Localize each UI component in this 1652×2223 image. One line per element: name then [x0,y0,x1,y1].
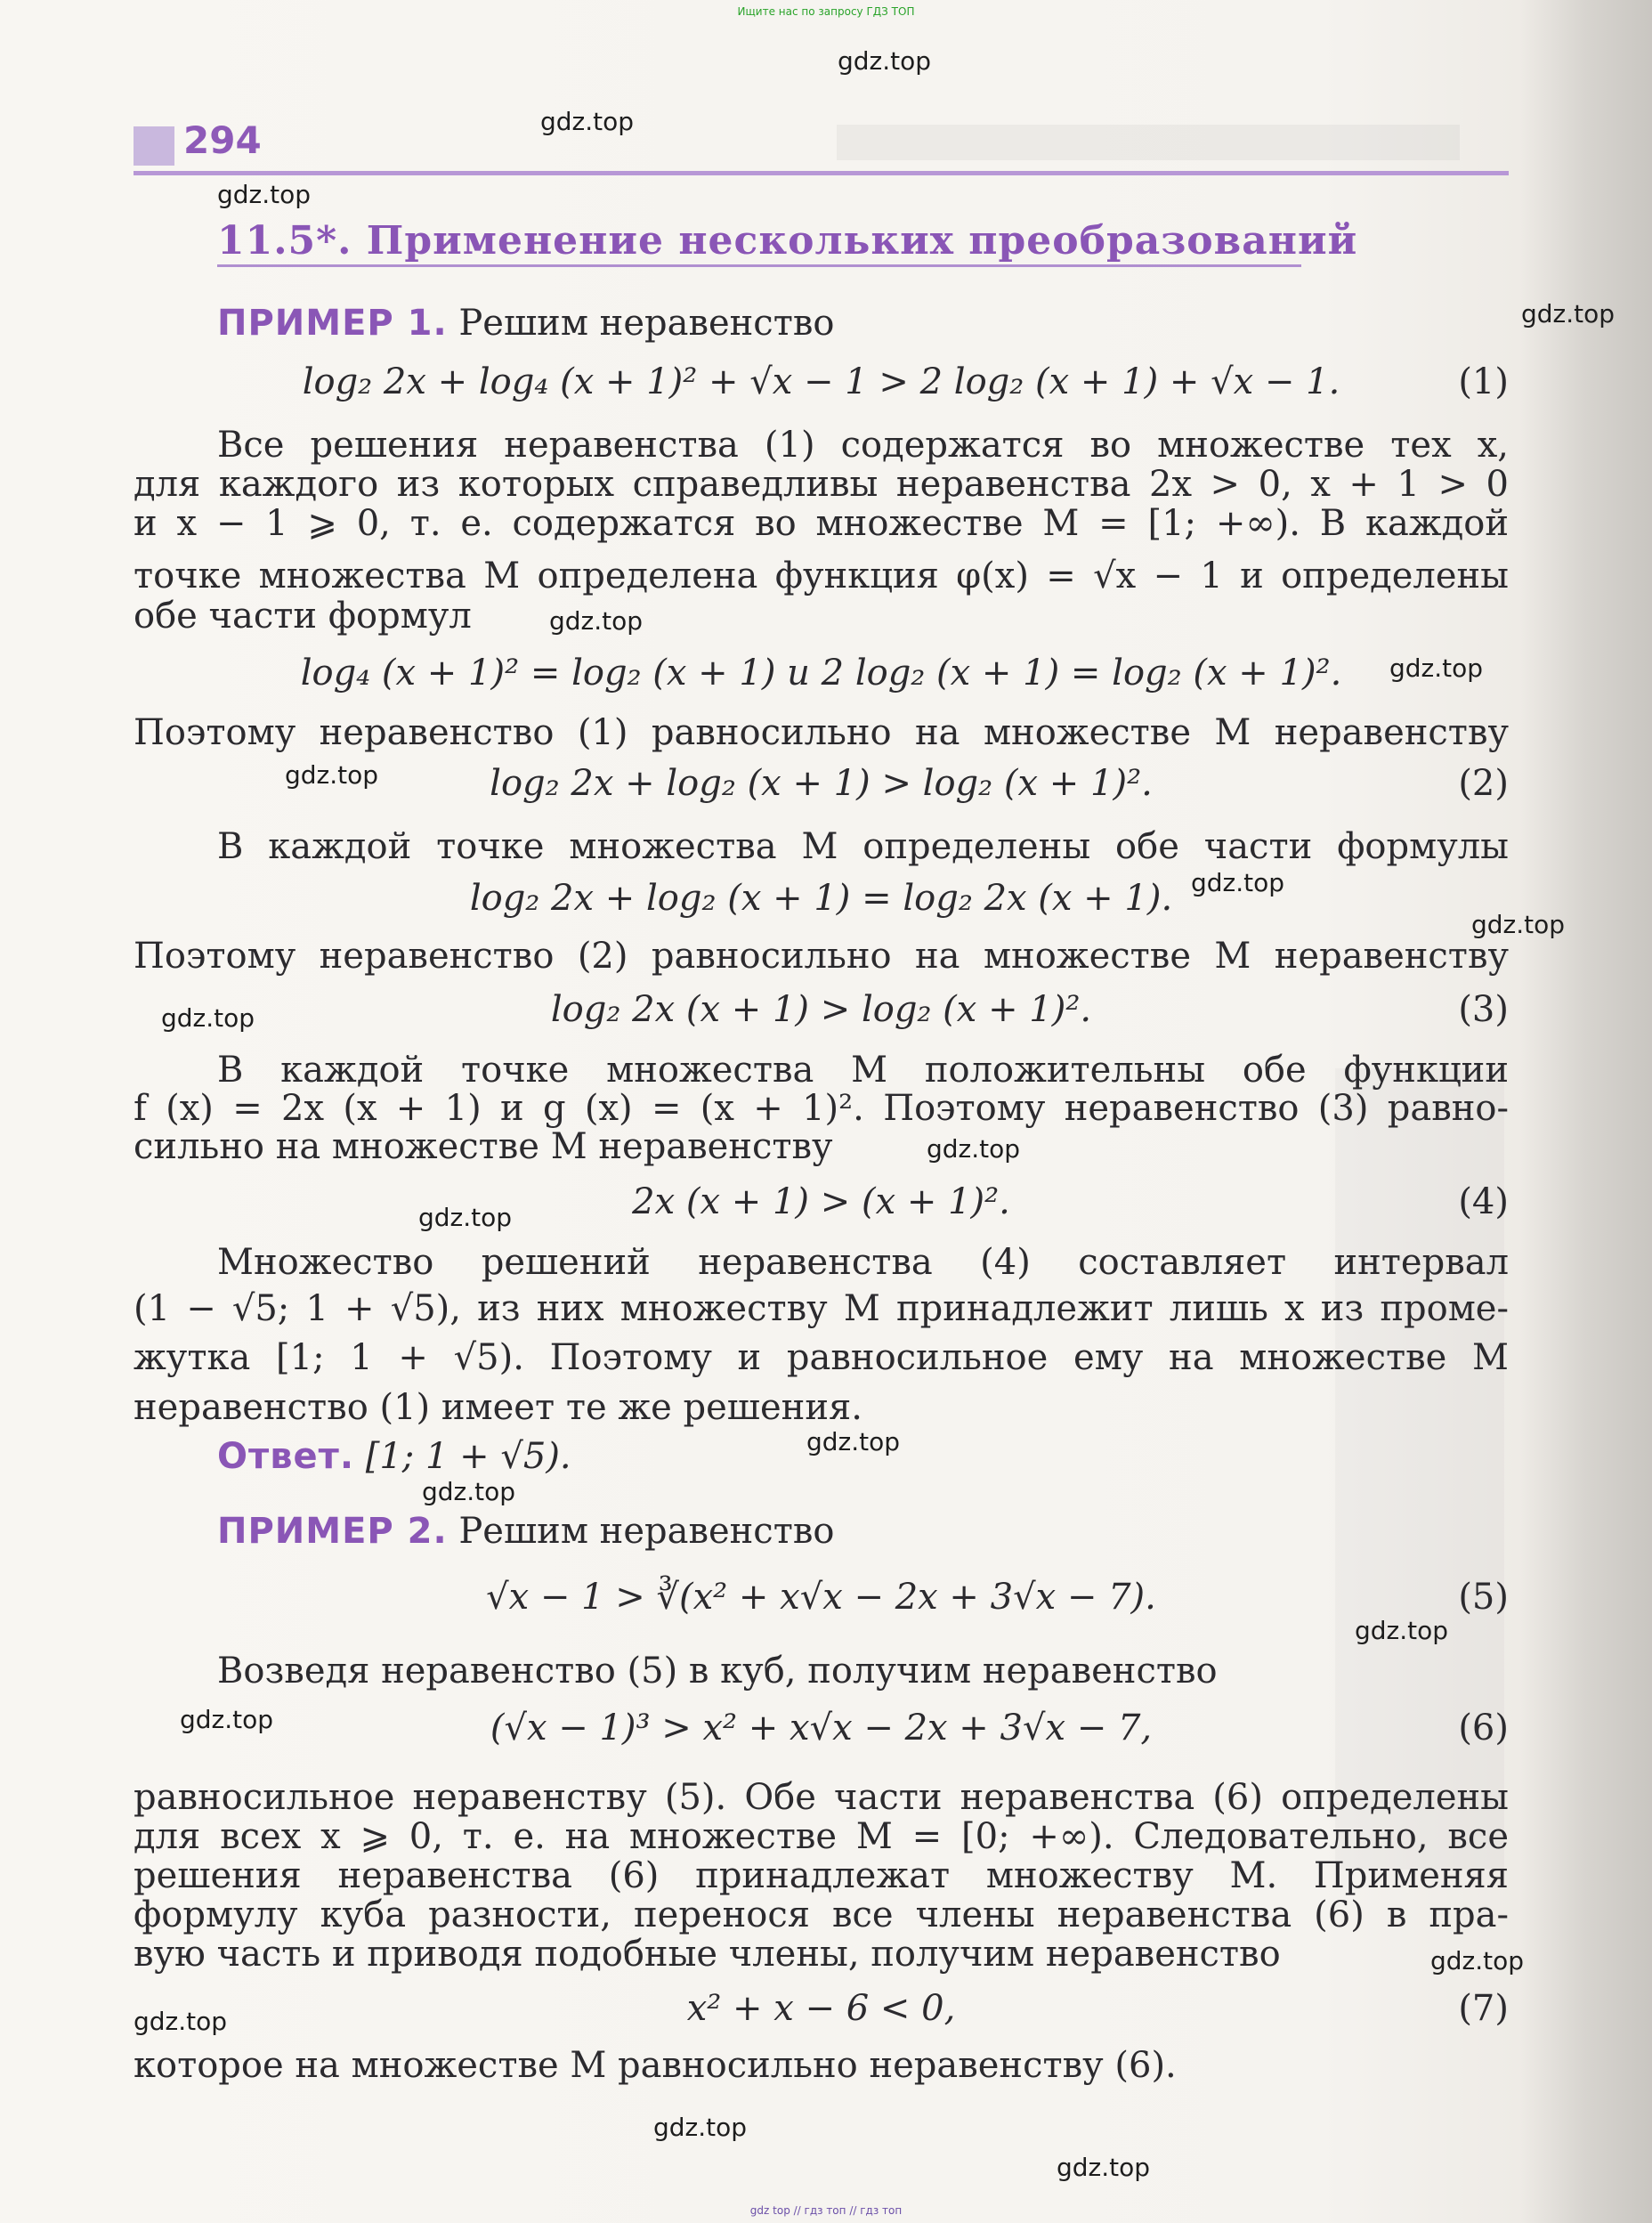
ex2-para3-line1: которое на множестве M равносильно неравенству (6). [134,2045,1177,2086]
equation-6-text: (√x − 1)³ > x² + x√x − 2x + 3√x − 7, [490,1708,1153,1748]
answer-value: [1; 1 + √5). [365,1436,571,1477]
equation-1 [134,361,1509,403]
watermark: gdz.top [653,2113,748,2142]
formula-a-text: log₄ (x + 1)² = log₂ (x + 1) и 2 log₂ (x + 1) = log₂ (x + 1)². [300,653,1342,694]
equation-4 [134,1180,1509,1223]
watermark: gdz.top [1191,868,1285,897]
watermark: gdz.top [418,1203,513,1232]
equation-6-number: (6) [1458,1708,1509,1748]
bleed-through-shadow [837,125,1460,160]
ex1-para6-line4: неравенство (1) имеет те же решения. [134,1387,862,1428]
formula-b-text: log₂ 2x + log₂ (x + 1) = log₂ 2x (x + 1). [469,878,1173,919]
example1-label: ПРИМЕР 1. [217,303,448,344]
ex1-para5-line3: сильно на множестве M неравенству [134,1126,833,1167]
watermark: gdz.top [180,1705,274,1734]
watermark: gdz.top [422,1477,516,1506]
equation-2-text: log₂ 2x + log₂ (x + 1) > log₂ (x + 1)². [490,763,1153,804]
equation-5-text: √x − 1 > ∛(x² + x√x − 2x + 3√x − 7). [486,1577,1156,1618]
equation-5-number: (5) [1458,1577,1509,1618]
ex1-para1-line1: Все решения неравенства (1) содержатся во множестве тех x, [217,425,1509,466]
ex1-para6-line3: жутка [1; 1 + √5). Поэтому и равносильное ему на множестве M [134,1337,1509,1378]
header-marker-square [134,126,174,166]
ex1-para6-line2: (1 − √5; 1 + √5), из них множеству M принадлежит лишь x из проме- [134,1288,1509,1329]
watermark: gdz.top [927,1134,1021,1164]
example1-intro: Решим неравенство [458,303,835,344]
equation-3-number: (3) [1458,989,1509,1030]
equation-1-text: log₂ 2x + log₄ (x + 1)² + √x − 1 > 2 log₂ (x + 1) + √x − 1. [302,361,1340,402]
ex2-para1-line1: Возведя неравенство (5) в куб, получим неравенство [217,1651,1218,1692]
watermark: gdz.top [549,606,644,636]
section-title-underline [217,264,1301,267]
ex1-para2-line1: Поэтому неравенство (1) равносильно на множестве M неравенству [134,712,1509,753]
equation-2-number: (2) [1458,763,1509,804]
ex1-para1-line3: и x − 1 ⩾ 0, т. е. содержатся во множестве M = [1; +∞). В каждой [134,503,1509,544]
example2-heading [217,1510,1374,1553]
ex2-para2-line4: формулу куба разности, перенося все члены неравенства (6) в пра- [134,1894,1509,1935]
watermark: gdz.top [806,1427,901,1456]
watermark: gdz.top [285,760,379,790]
ex2-para2-line3: решения неравенства (6) принадлежат множеству M. Применяя [134,1855,1509,1896]
watermark: gdz.top [1430,1946,1525,1976]
watermark: gdz.top [1355,1616,1449,1645]
equation-7-number: (7) [1458,1988,1509,2029]
ex1-para4-line1: Поэтому неравенство (2) равносильно на множестве M неравенству [134,936,1509,977]
header-rule [134,171,1509,175]
section-title: 11.5*. Применение нескольких преобразований [217,218,1358,264]
ex2-para2-line2: для всех x ⩾ 0, т. е. на множестве M = [0; +∞). Следовательно, все [134,1816,1509,1857]
example2-label: ПРИМЕР 2. [217,1511,448,1552]
ex1-para3-line1: В каждой точке множества M определены обе части формулы [217,826,1509,867]
formula-a [134,652,1509,694]
watermark: gdz.top [1521,299,1616,329]
equation-4-text: 2x (x + 1) > (x + 1)². [632,1181,1010,1222]
watermark: gdz.top [1471,910,1566,939]
equation-1-number: (1) [1458,361,1509,402]
ex1-para5-line1: В каждой точке множества M положительны обе функции [217,1050,1509,1091]
watermark: gdz.top [1057,2153,1151,2182]
ex1-para6-line1: Множество решений неравенства (4) составляет интервал [217,1242,1509,1283]
watermark: gdz.top [161,1003,255,1033]
ex1-para5-line2: f (x) = 2x (x + 1) и g (x) = (x + 1)². Поэтому неравенство (3) равно- [134,1088,1509,1129]
equation-7 [134,1987,1509,2030]
equation-3-text: log₂ 2x (x + 1) > log₂ (x + 1)². [550,989,1092,1030]
bottom-banner[interactable]: gdz top // гдз топ // гдз топ [749,2204,903,2217]
equation-3 [134,988,1509,1031]
top-banner[interactable]: Ищите нас по запросу ГДЗ ТОП [737,5,915,18]
watermark: gdz.top [1389,653,1484,683]
ex2-para2-line1: равносильное неравенству (5). Обе части неравенства (6) определены [134,1777,1509,1818]
equation-6 [134,1707,1509,1749]
answer-label: Ответ. [217,1436,355,1477]
watermark: gdz.top [838,46,932,76]
watermark: gdz.top [540,107,635,136]
equation-5 [134,1576,1509,1619]
ex2-para2-line5: вую часть и приводя подобные члены, получим неравенство [134,1934,1281,1975]
ex1-para1-line2: для каждого из которых справедливы неравенства 2x > 0, x + 1 > 0 [134,464,1509,505]
page-number: 294 [183,118,262,162]
ex1-para1-line5: обе части формул [134,596,472,637]
example1-heading [217,302,1374,345]
equation-7-text: x² + x − 6 < 0, [686,1988,956,2029]
formula-b [134,877,1509,920]
ex1-para1-line4: точке множества M определена функция φ(x) = √x − 1 и определены [134,556,1509,596]
equation-4-number: (4) [1458,1181,1509,1222]
watermark: gdz.top [134,2007,228,2036]
example2-intro: Решим неравенство [458,1511,835,1552]
watermark: gdz.top [217,180,312,209]
